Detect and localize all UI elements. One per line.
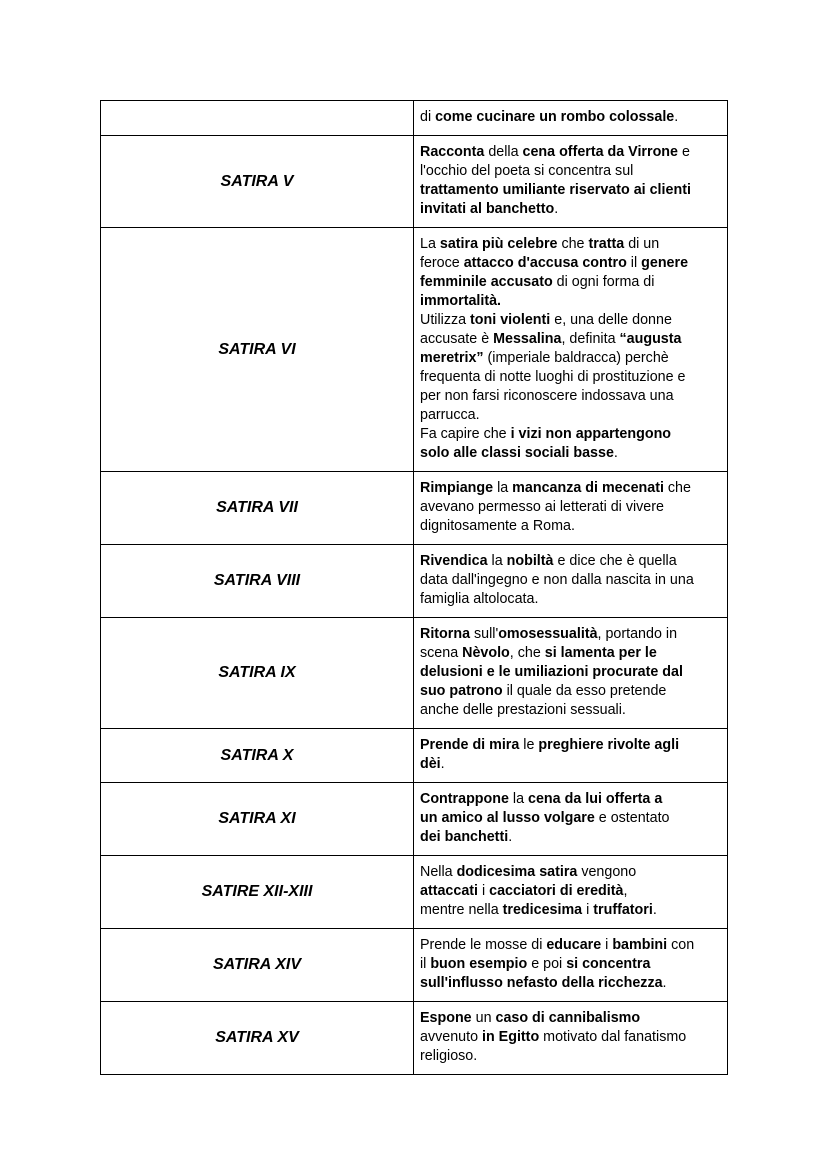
plain-text: . [652, 902, 657, 918]
description-line [420, 955, 719, 974]
plain-text: mentre nella [420, 902, 503, 918]
table-row [101, 783, 728, 856]
bold-text: dei banchetti [420, 829, 509, 845]
plain-text: , che [509, 645, 545, 661]
satira-name: SATIRA XI [218, 810, 296, 827]
description-line [420, 644, 719, 663]
bold-text: bambini [612, 937, 668, 953]
description-line [420, 387, 719, 406]
plain-text: (imperiale baldracca) perchè [483, 350, 669, 366]
bold-text: Contrappone [420, 791, 509, 807]
bold-text: sull'influsso nefasto della ricchezza [420, 975, 663, 991]
bold-text: i vizi non appartengono [510, 426, 672, 442]
plain-text: e ostentato [594, 810, 670, 826]
bold-text: dèi [420, 756, 441, 772]
satira-name: SATIRA VII [216, 499, 298, 516]
description-line [420, 590, 719, 609]
bold-text: solo alle classi sociali basse [420, 445, 614, 461]
plain-text: i [582, 902, 594, 918]
bold-text: in Egitto [482, 1029, 540, 1045]
description-line [420, 498, 719, 517]
bold-text: truffatori [593, 902, 653, 918]
bold-text: Espone [420, 1010, 472, 1026]
description-line [420, 311, 719, 330]
satira-name: SATIRA XIV [212, 956, 301, 973]
bold-text: si concentra [566, 956, 651, 972]
bold-text: attaccati [420, 883, 479, 899]
plain-text: parrucca. [420, 407, 480, 423]
description-line [420, 863, 719, 882]
description-line [420, 571, 719, 590]
plain-text: di [420, 109, 436, 125]
description-line [420, 1009, 719, 1028]
satira-name-cell [101, 618, 414, 729]
description-line [420, 625, 719, 644]
plain-text: il [626, 255, 642, 271]
plain-text: anche delle prestazioni sessuali. [420, 702, 626, 718]
description-line [420, 273, 719, 292]
bold-text: “augusta [619, 331, 682, 347]
description-line [420, 349, 719, 368]
plain-text: e, una delle donne [550, 312, 672, 328]
satira-description-cell [414, 618, 728, 729]
plain-text: la [487, 553, 507, 569]
table-row [101, 856, 728, 929]
bold-text: preghiere rivolte agli [538, 737, 680, 753]
plain-text: la [508, 791, 529, 807]
table-row [101, 618, 728, 729]
plain-text: con [667, 937, 695, 953]
table-row [101, 101, 728, 136]
description-line [420, 406, 719, 425]
satira-name: SATIRA IX [218, 664, 296, 681]
bold-text: suo patrono [420, 683, 503, 699]
description-line [420, 143, 719, 162]
plain-text: . [662, 975, 667, 991]
table-row [101, 228, 728, 472]
bold-text: omosessualità [498, 626, 598, 642]
bold-text: buon esempio [430, 956, 528, 972]
table-row [101, 1002, 728, 1075]
description-line [420, 444, 719, 463]
description-line [420, 828, 719, 847]
plain-text: . [440, 756, 445, 772]
description-line [420, 755, 719, 774]
plain-text: avvenuto [420, 1029, 482, 1045]
bold-text: genere [641, 255, 689, 271]
bold-text: delusioni e le umiliazioni procurate dal [420, 664, 683, 680]
plain-text: le [519, 737, 539, 753]
description-line [420, 162, 719, 181]
plain-text: di ogni forma di [552, 274, 655, 290]
plain-text: feroce [420, 255, 464, 271]
satira-name-cell [101, 472, 414, 545]
satira-name: SATIRA V [220, 172, 294, 190]
plain-text: e [677, 144, 690, 160]
satira-name: SATIRA X [220, 746, 294, 764]
satira-name: SATIRA VIII [213, 572, 301, 589]
satira-description-cell [414, 729, 728, 783]
satira-name-cell [101, 136, 414, 228]
plain-text: accusate è [420, 331, 494, 347]
bold-text: cena offerta da Virrone [522, 144, 678, 160]
plain-text: avevano permesso ai letterati di vivere [420, 499, 664, 515]
description-line [420, 517, 719, 536]
bold-text: satira più celebre [439, 236, 558, 252]
plain-text: il [420, 956, 431, 972]
bold-text: come cucinare un rombo colossale [435, 109, 675, 125]
description-line [420, 682, 719, 701]
description-line [420, 292, 719, 311]
description-line [420, 330, 719, 349]
description-line [420, 974, 719, 993]
plain-text: della [484, 144, 523, 160]
satira-description-cell [414, 472, 728, 545]
bold-text: toni violenti [470, 312, 551, 328]
plain-text: i [478, 883, 490, 899]
bold-text: Racconta [420, 144, 485, 160]
plain-text: La [420, 236, 440, 252]
description-line [420, 552, 719, 571]
description-line [420, 663, 719, 682]
description-line [420, 1047, 719, 1066]
plain-text: . [554, 201, 559, 217]
description-line [420, 235, 719, 254]
plain-text: Prende le mosse di [420, 937, 547, 953]
plain-text: sull' [470, 626, 499, 642]
plain-text: per non farsi riconoscere indossava una [420, 388, 674, 404]
description-line [420, 809, 719, 828]
bold-text: Rivendica [420, 553, 488, 569]
plain-text: la [493, 480, 513, 496]
description-line [420, 425, 719, 444]
bold-text: attacco d'accusa contro [463, 255, 627, 271]
satira-name: SATIRA XV [215, 1029, 299, 1046]
plain-text: . [674, 109, 679, 125]
bold-text: un amico al lusso volgare [420, 810, 595, 826]
plain-text: , [623, 883, 628, 899]
table-row [101, 545, 728, 618]
satira-name-cell [101, 545, 414, 618]
bold-text: Rimpiange [420, 480, 494, 496]
plain-text: l'occhio del poeta si concentra sul [420, 163, 634, 179]
description-line [420, 736, 719, 755]
plain-text: frequenta di notte luoghi di prostituzione e [420, 369, 686, 385]
satira-description-cell [414, 228, 728, 472]
plain-text: vengono [577, 864, 637, 880]
satira-description-cell [414, 783, 728, 856]
satire-table [100, 100, 728, 1075]
bold-text: nobiltà [506, 553, 554, 569]
plain-text: e poi [527, 956, 567, 972]
bold-text: invitati al banchetto [420, 201, 555, 217]
bold-text: si lamenta per le [544, 645, 657, 661]
plain-text: i [601, 937, 613, 953]
plain-text: il quale da esso pretende [502, 683, 667, 699]
description-line [420, 479, 719, 498]
satira-name-cell [101, 929, 414, 1002]
description-line [420, 368, 719, 387]
satira-name-cell [101, 729, 414, 783]
description-line [420, 1028, 719, 1047]
satira-name-cell [101, 1002, 414, 1075]
description-line [420, 254, 719, 273]
description-line [420, 200, 719, 219]
plain-text: , definita [561, 331, 620, 347]
plain-text: Nella [420, 864, 457, 880]
plain-text: Fa capire che [420, 426, 511, 442]
table-row [101, 136, 728, 228]
plain-text: data dall'ingegno e non dalla nascita in una [420, 572, 694, 588]
plain-text: un [471, 1010, 496, 1026]
plain-text: e dice che è quella [553, 553, 677, 569]
bold-text: Prende di mira [420, 737, 520, 753]
bold-text: educare [546, 937, 602, 953]
bold-text: tredicesima [502, 902, 583, 918]
plain-text: che [663, 480, 691, 496]
bold-text: mancanza di mecenati [512, 480, 664, 496]
plain-text: motivato dal fanatismo [539, 1029, 687, 1045]
description-line [420, 790, 719, 809]
plain-text: famiglia altolocata. [420, 591, 539, 607]
plain-text: , portando in [597, 626, 678, 642]
plain-text: . [508, 829, 513, 845]
plain-text: scena [420, 645, 463, 661]
satira-description-cell [414, 1002, 728, 1075]
bold-text: meretrix” [420, 350, 484, 366]
satire-table-body [101, 101, 728, 1075]
bold-text: Nèvolo [462, 645, 510, 661]
bold-text: dodicesima satira [456, 864, 578, 880]
table-row [101, 472, 728, 545]
plain-text: Utilizza [420, 312, 471, 328]
satira-description-cell [414, 101, 728, 136]
satira-name: SATIRE XII-XIII [201, 883, 313, 900]
bold-text: Ritorna [420, 626, 471, 642]
satira-description-cell [414, 545, 728, 618]
description-line [420, 701, 719, 720]
satira-description-cell [414, 929, 728, 1002]
satira-name-cell [101, 228, 414, 472]
description-line [420, 882, 719, 901]
description-line [420, 181, 719, 200]
plain-text: di un [624, 236, 660, 252]
bold-text: Messalina [493, 331, 562, 347]
plain-text: . [613, 445, 618, 461]
description-line [420, 901, 719, 920]
satira-name-cell [101, 783, 414, 856]
description-line [420, 108, 719, 127]
satira-description-cell [414, 136, 728, 228]
satira-name-cell [101, 101, 414, 136]
description-line [420, 936, 719, 955]
bold-text: femminile accusato [420, 274, 553, 290]
bold-text: caso di cannibalismo [495, 1010, 641, 1026]
table-row [101, 729, 728, 783]
bold-text: trattamento umiliante riservato ai clienti [420, 182, 691, 198]
table-row [101, 929, 728, 1002]
plain-text: religioso. [420, 1048, 478, 1064]
bold-text: immortalità. [420, 293, 502, 309]
plain-text: che [557, 236, 589, 252]
satira-name: SATIRA VI [218, 340, 296, 358]
bold-text: cena da lui offerta a [528, 791, 663, 807]
satira-name-cell [101, 856, 414, 929]
bold-text: cacciatori di eredità [489, 883, 624, 899]
plain-text: dignitosamente a Roma. [420, 518, 575, 534]
bold-text: tratta [588, 236, 625, 252]
satira-description-cell [414, 856, 728, 929]
